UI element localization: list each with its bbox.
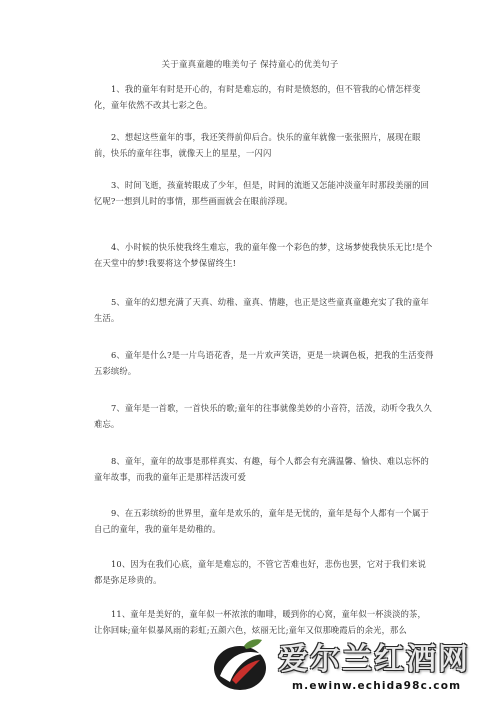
paragraph-10: 10、因为在我们心底，童年是难忘的，不管它苦难也好，悲伤也罢，它对于我们来说都是弥足珍贵的。 xyxy=(94,559,426,585)
site-watermark xyxy=(196,632,500,708)
paragraph-6: 6、童年是什么?是一片鸟语花香，是一片欢声笑语，更是一块调色板，把我的生活变得五彩缤纷。 xyxy=(94,350,434,376)
paragraph-1: 1、我的童年有时是开心的，有时是难忘的，有时是愤怒的，但不管我的心情怎样变化，童年依然不改其七彩之色。 xyxy=(94,84,421,110)
paragraph-9: 9、在五彩缤纷的世界里，童年是欢乐的，童年是无忧的，童年是每个人都有一个属于自己的童年，我的童年是幼稚的。 xyxy=(94,508,429,534)
paragraph-5: 5、童年的幻想充满了天真、幼稚、童真、情趣，也正是这些童真童趣充实了我的童年生活。 xyxy=(94,297,429,323)
paragraph-3: 3、时间飞逝，孩童转眼成了少年，但是，时间的流逝又怎能冲淡童年时那段美丽的回忆呢?一想到儿时的事情，那些画面就会在眼前浮现。 xyxy=(94,180,429,206)
watermark-title: 爱尔兰红酒网 xyxy=(278,642,470,677)
paragraph-4: 4、小时候的快乐使我终生难忘，我的童年像一个彩色的梦，这场梦使我快乐无比!是个在天堂中的梦!我要将这个梦保留终生! xyxy=(94,242,433,268)
paragraph-2: 2、想起这些童年的事，我还笑得前仰后合。快乐的童年就像一张张照片，展现在眼前，快乐的童年往事，就像天上的星星，一闪闪 xyxy=(94,132,421,158)
watermark-logo-icon xyxy=(210,636,270,696)
paragraph-7: 7、童年是一首歌，一首快乐的歌;童年的往事就像美妙的小音符，活泼，动听令我久久难忘。 xyxy=(94,403,432,429)
paragraph-8: 8、童年，童年的故事是那样真实、有趣，每个人都会有充满温馨、愉快、难以忘怀的童年故事，而我的童年正是那样活泼可爱 xyxy=(94,456,429,482)
watermark-url: m.ewinw.echida98c.com xyxy=(292,680,462,692)
document-title: 关于童真童趣的唯美句子 保持童心的优美句子 xyxy=(161,60,339,70)
paragraph-11: 11、童年是美好的，童年似一杯浓浓的咖啡，暖到你的心窝，童年似一杯淡淡的茶，让你回味;童年似暴风雨的彩虹;五颜六色，炫丽无比;童年又似那晚霞后的余光，那么 xyxy=(94,609,426,635)
